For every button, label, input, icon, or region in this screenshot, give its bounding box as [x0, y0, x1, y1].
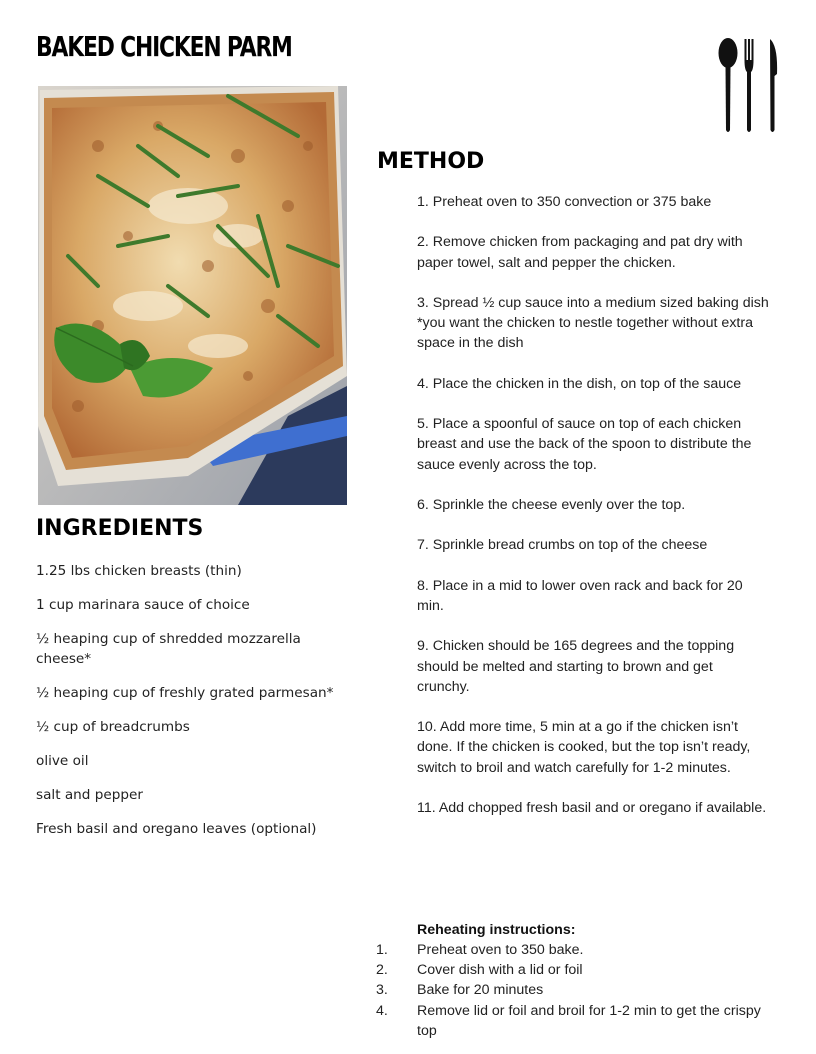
ingredients-list — [36, 561, 336, 853]
step-text: Cover dish with a lid or foil — [417, 962, 583, 979]
reheating-step — [376, 1001, 769, 1041]
ingredient-item: salt and pepper — [36, 787, 143, 803]
method-heading: METHOD — [377, 149, 485, 174]
method-step: 1. Preheat oven to 350 convection or 375 bake — [417, 194, 712, 210]
method-step: 10. Add more time, 5 min at a go if the chicken isn’t done. If the chicken is cooked, but the top isn’t ready, switch to broil and watch carefully for 1-2 minutes. — [417, 719, 751, 776]
method-step: 8. Place in a mid to lower oven rack and back for 20 min. — [417, 577, 743, 614]
ingredient-item: 1.25 lbs chicken breasts (thin) — [36, 563, 242, 579]
ingredient-item: 1 cup marinara sauce of choice — [36, 597, 250, 613]
ingredients-heading: INGREDIENTS — [36, 516, 204, 541]
ingredient-item: ½ cup of breadcrumbs — [36, 719, 190, 735]
method-step: 9. Chicken should be 165 degrees and the topping should be melted and starting to brown and get crunchy. — [417, 638, 735, 695]
step-number: 3. — [376, 982, 388, 999]
method-steps — [417, 192, 769, 838]
method-step: 5. Place a spoonful of sauce on top of each chicken breast and use the back of the spoon to distribute the sauce evenly across the top. — [417, 416, 752, 473]
method-step: 7. Sprinkle bread crumbs on top of the cheese — [417, 537, 708, 554]
step-text: Bake for 20 minutes — [417, 982, 544, 999]
recipe-title: BAKED CHICKEN PARM — [36, 30, 292, 63]
ingredient-item: olive oil — [36, 753, 89, 769]
step-number: 2. — [376, 962, 388, 979]
ingredient-item: ½ heaping cup of shredded mozzarella cheese* — [36, 631, 301, 667]
dish-photo — [38, 86, 347, 505]
ingredient-item: ½ heaping cup of freshly grated parmesan* — [36, 685, 334, 701]
reheating-step — [376, 940, 769, 960]
method-step: 2. Remove chicken from packaging and pat dry with paper towel, salt and pepper the chicken. — [417, 234, 743, 271]
method-step: 11. Add chopped fresh basil and or oregano if available. — [417, 799, 767, 816]
method-step: 6. Sprinkle the cheese evenly over the top. — [417, 496, 686, 513]
reheating-step — [376, 960, 769, 980]
step-text: Remove lid or foil and broil for 1-2 min to get the crispy top — [417, 1002, 761, 1039]
step-text: Preheat oven to 350 bake. — [417, 942, 584, 958]
method-step: 4. Place the chicken in the dish, on top of the sauce — [417, 375, 742, 392]
method-step: 3. Spread ½ cup sauce into a medium sized baking dish *you want the chicken to nestle together without extra space in the dish — [417, 294, 769, 352]
ingredient-item: Fresh basil and oregano leaves (optional) — [36, 821, 317, 837]
reheating-step — [376, 980, 769, 1000]
utensils-icon — [714, 36, 782, 136]
reheating-steps — [376, 940, 769, 1041]
step-number: 4. — [376, 1002, 388, 1019]
step-number: 1. — [376, 942, 388, 958]
reheating-heading: Reheating instructions: — [417, 922, 576, 938]
